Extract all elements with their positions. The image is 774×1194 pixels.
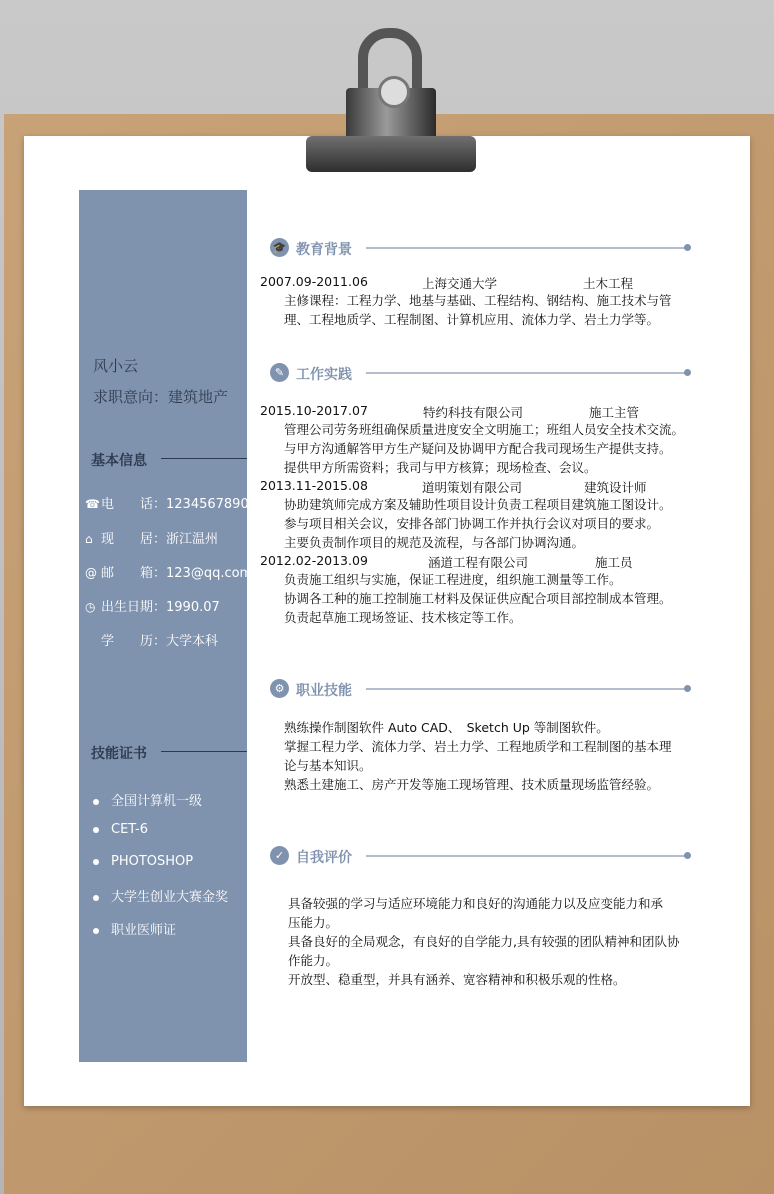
at-icon: @ [85, 566, 97, 580]
info-phone: ☎电 话：1234567890 [85, 497, 249, 512]
binder-clip [306, 28, 476, 178]
job-description: 管理公司劳务班组确保质量进度安全文明施工；班组人员安全技术交流。 与甲方沟通解答甲方生产疑问及协调甲方配合我司现场生产提供支持。 提供甲方所需资料；我司与甲方核算；现场检查、会议。 [284, 422, 685, 475]
skills-cert-title: 技能证书 [91, 746, 147, 762]
clip-hole [378, 76, 410, 108]
job-description: 负责施工组织与实施，保证工程进度，组织施工测量等工作。 协调各工种的施工控制施工材料及保证供应配合项目部控制成本管理。 负责起草施工现场签证、技术核定等工作。 [284, 572, 672, 625]
tools-icon: ⚙ [270, 679, 289, 698]
skill-item: 职业医师证 [93, 919, 176, 938]
skills-description: 熟练操作制图软件 Auto CAD、 Sketch Up 等制图软件。 掌握工程力学、流体力学、岩土力学、工程地质学和工程制图的基本理 论与基本知识。 熟悉土建施工、房产开发等施工现场管理、技术质量现场监管经验。 [284, 720, 672, 792]
info-birth: ◷ 出生日期：1990.07 [85, 600, 220, 615]
graduation-cap-icon: 🎓 [270, 238, 289, 257]
skill-item: 全国计算机一级 [93, 790, 202, 809]
phone-icon: ☎ [85, 497, 100, 511]
job-description: 协助建筑师完成方案及辅助性项目设计负责工程项目建筑施工图设计。 参与项目相关会议，安排各部门协调工作并执行会议对项目的要求。 主要负责制作项目的规范及流程，与各部门协调沟通。 [284, 497, 672, 550]
home-icon: ⌂ [85, 532, 93, 546]
skill-item: 大学生创业大赛金奖 [93, 886, 228, 905]
info-email: @ 邮 箱：123@qq.com [85, 566, 253, 581]
sidebar [79, 190, 253, 1062]
skill-item: PHOTOSHOP [93, 854, 193, 869]
job-intent: 求职意向：建筑地产 [93, 388, 229, 406]
skills-cert-divider [161, 751, 247, 752]
clock-icon: ◷ [85, 600, 96, 614]
education-courses: 主修课程：工程力学、地基与基础、工程结构、钢结构、施工技术与管 理、工程地质学、工程制图、计算机应用、流体力学、岩土力学等。 [284, 293, 672, 327]
clip-base [306, 136, 476, 172]
skill-item: CET-6 [93, 822, 148, 837]
self-eval-description: 具备较强的学习与适应环境能力和良好的沟通能力以及应变能力和承 压能力。 具备良好的全局观念，有良好的自学能力,具有较强的团队精神和团队协 作能力。 开放型、稳重型，并具有涵养、宽容精神和积极乐观的性格。 [288, 896, 680, 987]
candidate-name: 风小云 [93, 357, 139, 375]
basic-info-title: 基本信息 [91, 453, 147, 469]
wrench-icon: ✎ [270, 363, 289, 382]
info-residence: ⌂ 现 居：浙江温州 [85, 532, 219, 547]
basic-info-divider [161, 458, 247, 459]
info-education: 学 历：大学本科 [101, 634, 219, 649]
badge-icon: ✓ [270, 846, 289, 865]
